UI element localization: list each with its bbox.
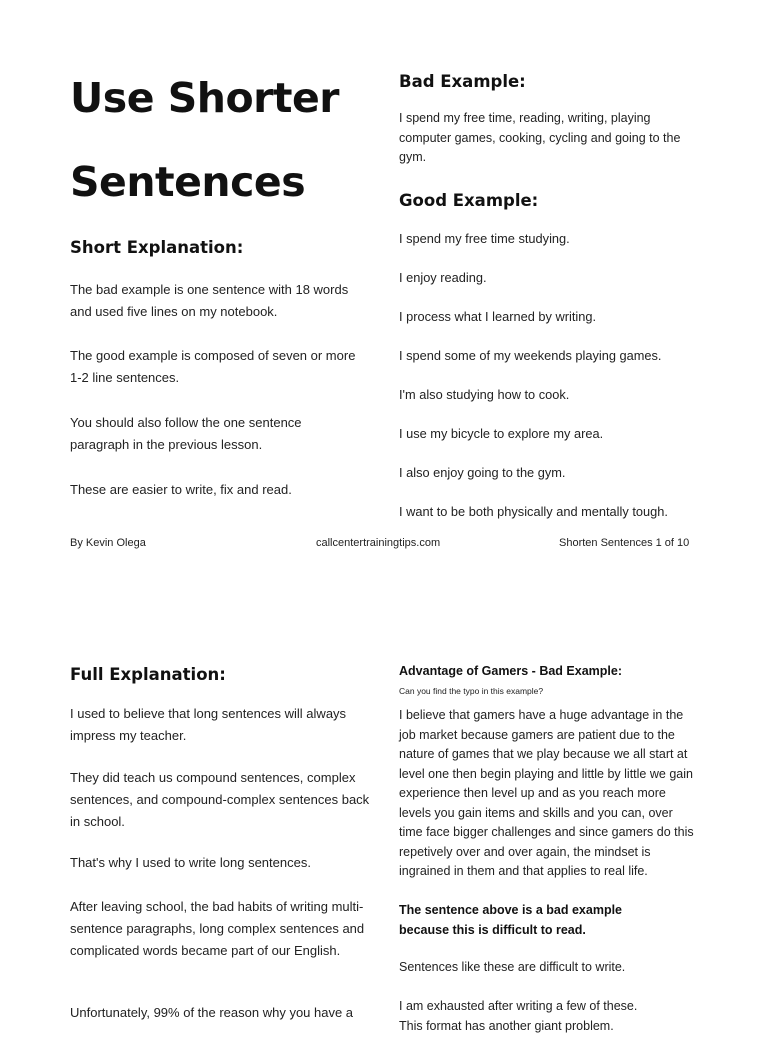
typo-prompt: Can you find the typo in this example? bbox=[399, 686, 544, 696]
left-paragraph-2: The good example is composed of seven or more 1-2 line sentences. bbox=[70, 348, 356, 385]
left-column bbox=[70, 56, 370, 224]
good-example-line-8: I want to be both physically and mentally tough. bbox=[399, 504, 668, 519]
page-title-line-1: Use Shorter bbox=[70, 74, 340, 122]
left-paragraph-3: You should also follow the one sentence paragraph in the previous lesson. bbox=[70, 415, 302, 452]
full-paragraph-3: That's why I used to write long sentences. bbox=[70, 855, 311, 870]
good-example-line-2: I enjoy reading. bbox=[399, 270, 487, 285]
good-example-line-6: I use my bicycle to explore my area. bbox=[399, 426, 604, 441]
full-paragraph-1: I used to believe that long sentences will always impress my teacher. bbox=[70, 706, 347, 743]
left-paragraph-4: These are easier to write, fix and read. bbox=[70, 482, 292, 497]
right-paragraph-3: This format has another giant problem. bbox=[399, 1019, 614, 1033]
bold-statement: The sentence above is a bad example because this is difficult to read. bbox=[399, 903, 623, 937]
full-paragraph-2: They did teach us compound sentences, complex sentences, and compound-complex sentences back in school. bbox=[70, 770, 370, 829]
gamers-paragraph: I believe that gamers have a huge advantage in the job market because gamers are patient due to the nature of games that we play because we all start at level one then begin playing and little by little we gain experience then level up and as you reach more levels you gain items and skills and you can, over time face bigger challenges and since gamers do this repetively over and over again, the mindset is ingrained in them and that applies to real life. bbox=[399, 708, 694, 878]
advantage-heading: Advantage of Gamers - Bad Example: bbox=[399, 664, 622, 678]
page-2 bbox=[0, 640, 768, 1033]
bad-example-text: I spend my free time, reading, writing, playing computer games, cooking, cycling and going to the gym. bbox=[399, 111, 681, 164]
full-paragraph-5: Unfortunately, 99% of the reason why you have a bbox=[70, 1005, 354, 1020]
footer-author: By Kevin Olega bbox=[70, 537, 146, 549]
full-explanation-heading: Full Explanation: bbox=[70, 665, 226, 684]
good-example-heading: Good Example: bbox=[399, 191, 539, 210]
left-paragraph-1: The bad example is one sentence with 18 words and used five lines on my notebook. bbox=[70, 282, 349, 319]
good-example-line-5: I'm also studying how to cook. bbox=[399, 387, 570, 402]
right-paragraph-2: I am exhausted after writing a few of these. bbox=[399, 999, 638, 1013]
footer-page-label: Shorten Sentences 1 of 10 bbox=[559, 537, 690, 549]
good-example-line-4: I spend some of my weekends playing games. bbox=[399, 348, 662, 363]
good-example-list bbox=[399, 230, 699, 530]
page-title-line-2: Sentences bbox=[70, 158, 306, 206]
short-explanation-heading: Short Explanation: bbox=[70, 238, 244, 257]
bad-example-heading: Bad Example: bbox=[399, 72, 526, 91]
footer-site-link[interactable]: callcentertrainingtips.com bbox=[316, 537, 441, 549]
good-example-line-7: I also enjoy going to the gym. bbox=[399, 465, 566, 480]
right-paragraph-1: Sentences like these are difficult to write. bbox=[399, 960, 626, 974]
good-example-line-3: I process what I learned by writing. bbox=[399, 309, 597, 324]
good-example-line-1: I spend my free time studying. bbox=[399, 231, 570, 246]
full-paragraph-4: After leaving school, the bad habits of writing multi-sentence paragraphs, long complex sentences and complicated words became part of our English. bbox=[70, 899, 365, 958]
